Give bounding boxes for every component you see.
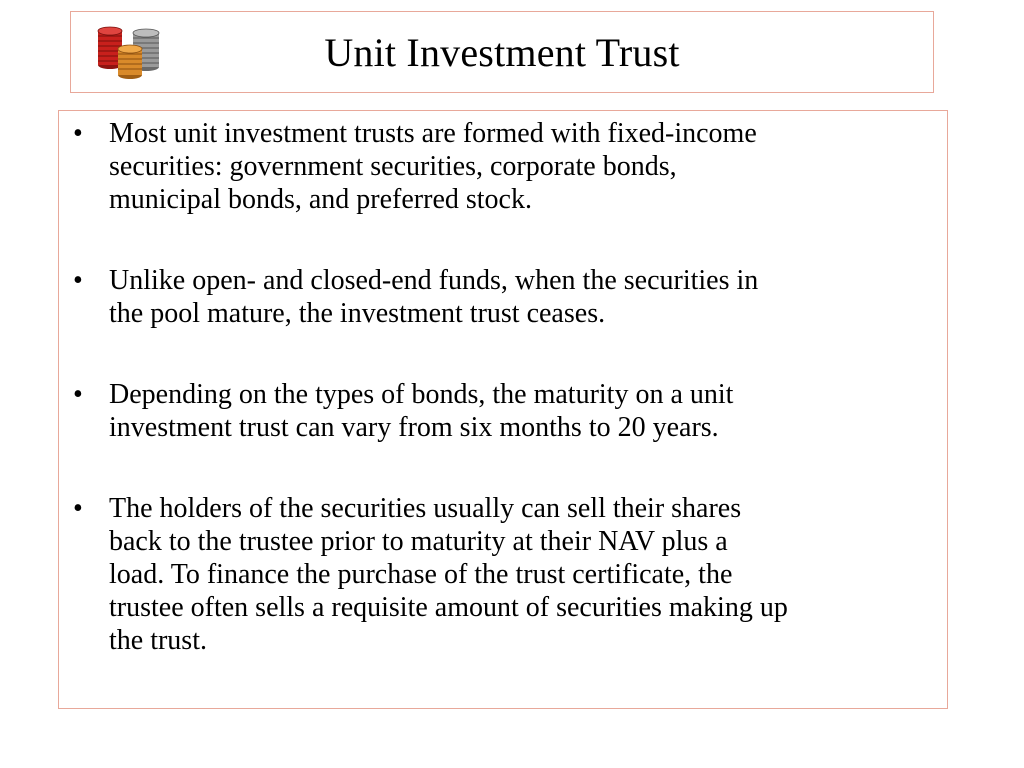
bullet-item-3 bbox=[71, 378, 946, 444]
title-box bbox=[70, 11, 934, 93]
bullet-marker: • bbox=[73, 265, 83, 296]
bullet-list bbox=[71, 117, 946, 705]
bullet-marker: • bbox=[73, 379, 83, 410]
bullet-item-1 bbox=[71, 117, 946, 216]
bullet-marker: • bbox=[73, 493, 83, 524]
slide-title: Unit Investment Trust bbox=[324, 29, 680, 75]
bullet-text: The holders of the securities usually can sell their shares back to the trustee prior to maturity at their NAV plus a load. To finance the purchase of the trust certificate, the trustee often sells a requisite amount of securities making up the trust. bbox=[109, 493, 788, 656]
bullet-text: Most unit investment trusts are formed with fixed-income securities: government securities, corporate bonds, municipal bonds, and preferred stock. bbox=[109, 118, 757, 215]
bullet-item-4 bbox=[71, 492, 946, 657]
bullet-marker: • bbox=[73, 118, 83, 149]
content-box bbox=[58, 110, 948, 709]
bullet-item-2 bbox=[71, 264, 946, 330]
bullet-text: Depending on the types of bonds, the maturity on a unit investment trust can vary from six months to 20 years. bbox=[109, 379, 734, 443]
bullet-text: Unlike open- and closed-end funds, when the securities in the pool mature, the investment trust ceases. bbox=[109, 265, 759, 329]
